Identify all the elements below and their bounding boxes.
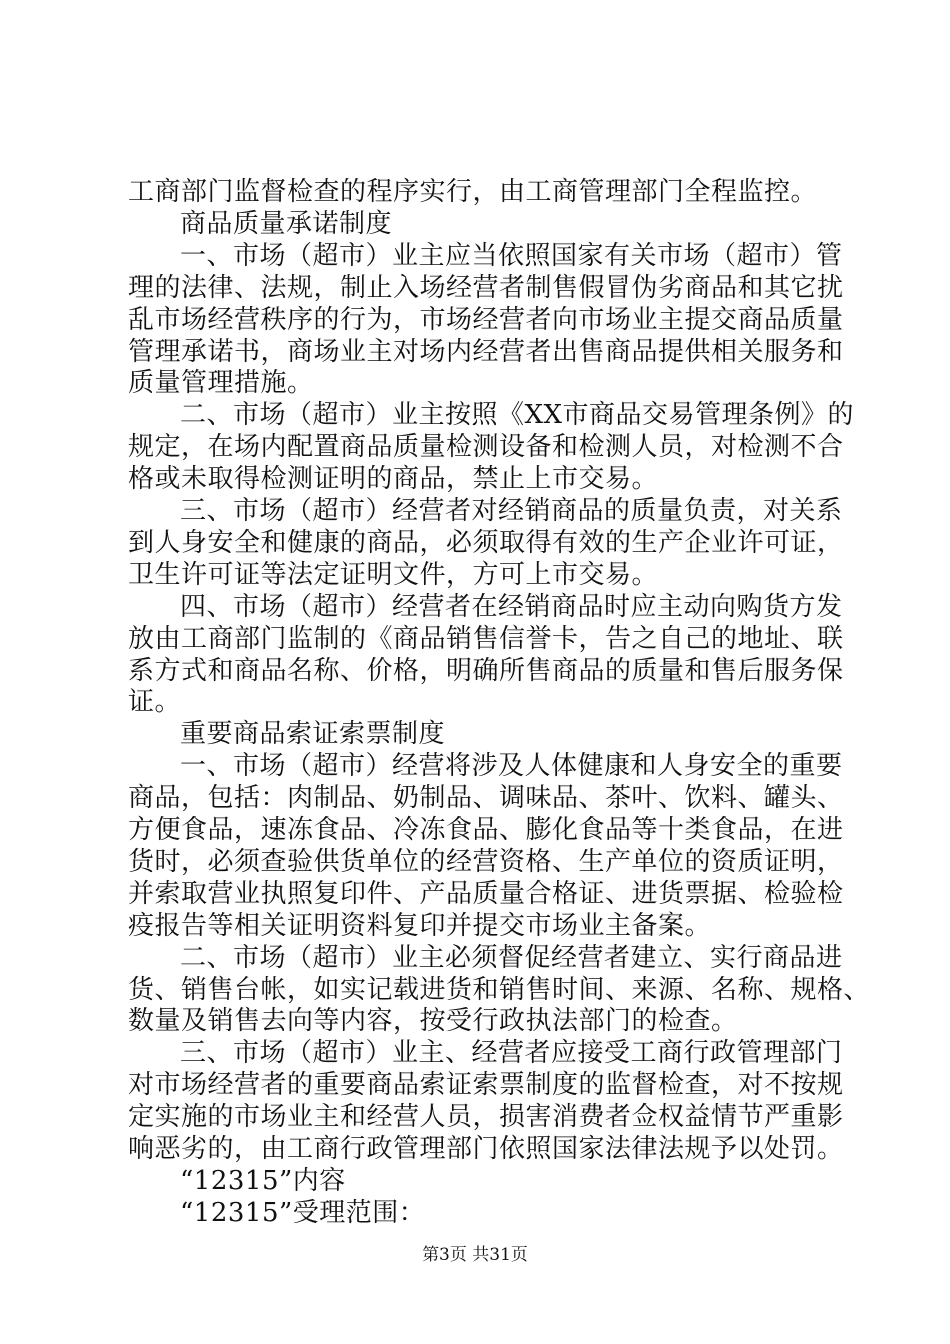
text-line: 管理承诺书，商场业主对场内经营者出售商品提供相关服务和 xyxy=(128,337,844,367)
text-line: 乱市场经营秩序的行为，市场经营者向市场业主提交商品质量 xyxy=(128,305,844,335)
text-line: 货、销售台帐，如实记载进货和销售时间、来源、名称、规格、 xyxy=(128,975,871,1005)
text-line: 货时，必须查验供货单位的经营资格、生产单位的资质证明， xyxy=(128,847,844,877)
text-line: 卫生许可证等法定证明文件，方可上市交易。 xyxy=(128,560,659,590)
text-line: 二、市场（超市）业主必须督促经营者建立、实行商品进 xyxy=(180,943,843,973)
text-line: 到人身安全和健康的商品，必须取得有效的生产企业许可证， xyxy=(128,528,844,558)
text-line: 响恶劣的，由工商行政管理部门依照国家法律法规予以处罚。 xyxy=(128,1134,844,1164)
text-line: 定实施的市场业主和经营人员，损害消费者佥权益情节严重影 xyxy=(128,1102,844,1132)
section-heading-12315: “12315”内容 xyxy=(180,1166,346,1196)
text-line: 系方式和商品名称、价格，明确所售商品的质量和售后服务保 xyxy=(128,656,844,686)
page-number-footer: 第3页 共31页 xyxy=(422,1245,528,1265)
section-heading-invoice-system: 重要商品索证索票制度 xyxy=(180,719,446,749)
section-heading-quality-commitment: 商品质量承诺制度 xyxy=(180,209,393,239)
text-line: 三、市场（超市）经营者对经销商品的质量负责，对关系 xyxy=(180,496,843,526)
text-line: 商品，包括：肉制品、奶制品、调味品、茶叶、饮料、罐头、 xyxy=(128,783,844,813)
text-line: 规定，在场内配置商品质量检测设备和检测人员，对检测不合 xyxy=(128,432,844,462)
text-line: 对市场经营者的重要商品索证索票制度的监督检查，对不按规 xyxy=(128,1070,844,1100)
text-line: 并索取营业执照复印件、产品质量合格证、进货票据、检验检 xyxy=(128,879,844,909)
text-line: 格或未取得检测证明的商品，禁止上市交易。 xyxy=(128,464,659,494)
text-line: 工商部门监督检查的程序实行，由工商管理部门全程监控。 xyxy=(128,177,818,207)
text-line: 疫报告等相关证明资料复印并提交市场业主备案。 xyxy=(128,911,712,941)
text-line: 理的法律、法规，制止入场经营者制售假冒伪劣商品和其它扰 xyxy=(128,273,844,303)
text-line: 一、市场（超市）业主应当依照国家有关市场（超市）管 xyxy=(180,241,843,271)
text-line: 放由工商部门监制的《商品销售信誉卡，告之自己的地址、联 xyxy=(128,624,844,654)
text-line: 一、市场（超市）经营将涉及人体健康和人身安全的重要 xyxy=(180,751,843,781)
text-line: 质量管理措施。 xyxy=(128,368,314,398)
text-line: 数量及销售去向等内容，按受行政执法部门的检查。 xyxy=(128,1006,738,1036)
text-line: 四、市场（超市）经营者在经销商品时应主动向购货方发 xyxy=(180,592,843,622)
text-line: 方便食品，速冻食品、冷冻食品、膨化食品等十类食品，在进 xyxy=(128,815,844,845)
text-line: 二、市场（超市）业主按照《XX市商品交易管理条例》的 xyxy=(180,400,855,430)
text-line: 三、市场（超市）业主、经营者应接受工商行政管理部门 xyxy=(180,1038,843,1068)
section-heading-12315: “12315”受理范围： xyxy=(180,1198,426,1228)
text-line: 证。 xyxy=(128,687,182,717)
